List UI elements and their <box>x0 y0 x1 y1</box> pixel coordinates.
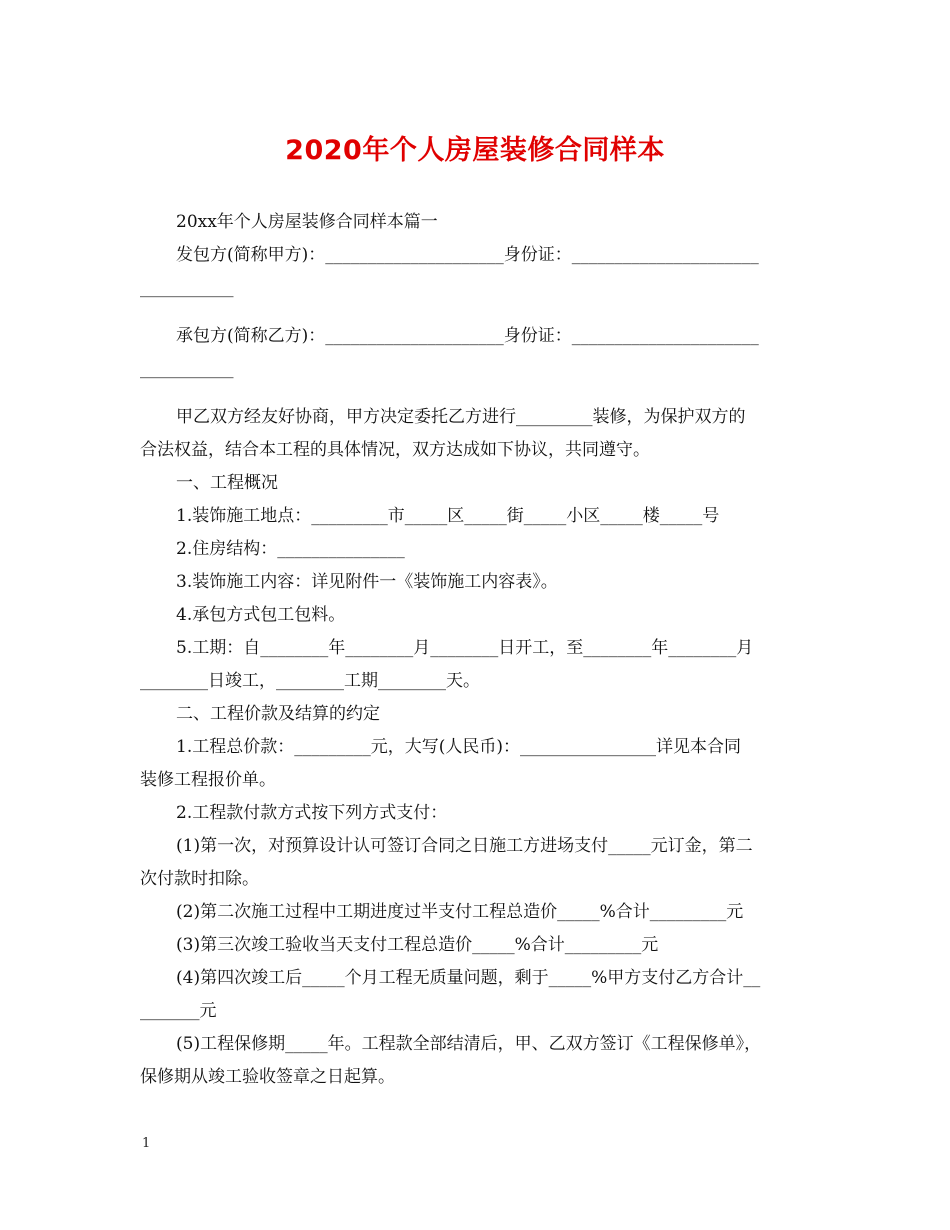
paragraph-line: (4)第四次竣工后_____个月工程无质量问题，剩于_____%甲方支付乙方合计__ <box>176 968 761 988</box>
paragraph-line: 保修期从竣工验收签章之日起算。 <box>140 1067 395 1087</box>
paragraph-line: 发包方(简称甲方)：_____________________身份证：______________________ <box>176 245 759 265</box>
paragraph-line: ________日竣工，________工期________天。 <box>140 671 480 691</box>
paragraph-line: 装修工程报价单。 <box>140 770 276 790</box>
paragraph-line: _______元 <box>140 1001 217 1021</box>
paragraph-line: 一、工程概况 <box>176 473 278 493</box>
document-body <box>140 206 812 1094</box>
paragraph-line: 5.工期：自________年________月________日开工，至________年________月 <box>176 638 754 658</box>
paragraph-line: ___________ <box>140 278 234 298</box>
paragraph-line: (3)第三次竣工验收当天支付工程总造价_____%合计_________元 <box>176 935 659 955</box>
paragraph-line: ___________ <box>140 359 234 379</box>
paragraph-line: 次付款时扣除。 <box>140 869 259 889</box>
paragraph-line: 3.装饰施工内容：详见附件一《装饰施工内容表》。 <box>176 572 558 592</box>
line-gap <box>140 386 812 401</box>
paragraph-line: 4.承包方式包工包料。 <box>176 605 346 625</box>
paragraph-line: 1.工程总价款：_________元，大写(人民币)：________________详见本合同 <box>176 737 741 757</box>
paragraph-line: (1)第一次，对预算设计认可签订合同之日施工方进场支付_____元订金，第二 <box>176 836 753 856</box>
page-number: 1 <box>142 1136 151 1151</box>
paragraph-line: (5)工程保修期_____年。工程款全部结清后，甲、乙双方签订《工程保修单》， <box>176 1034 762 1054</box>
document-title: 2020年个人房屋装修合同样本 <box>285 135 665 166</box>
paragraph-line: 2.工程款付款方式按下列方式支付： <box>176 803 448 823</box>
paragraph-line: 二、工程价款及结算的约定 <box>176 704 380 724</box>
paragraph-line: 20xx年个人房屋装修合同样本篇一 <box>176 212 438 232</box>
paragraph-line: 承包方(简称乙方)：_____________________身份证：______________________ <box>176 326 759 346</box>
line-gap <box>140 305 812 320</box>
paragraph-line: (2)第二次施工过程中工期进度过半支付工程总造价_____%合计_________元 <box>176 902 744 922</box>
paragraph-line: 合法权益，结合本工程的具体情况，双方达成如下协议，共同遵守。 <box>140 440 650 460</box>
paragraph-line: 2.住房结构：_______________ <box>176 539 405 559</box>
paragraph-line: 甲乙双方经友好协商，甲方决定委托乙方进行_________装修，为保护双方的 <box>176 407 746 427</box>
paragraph-line: 1.装饰施工地点：_________市_____区_____街_____小区_____楼_____号 <box>176 506 720 526</box>
